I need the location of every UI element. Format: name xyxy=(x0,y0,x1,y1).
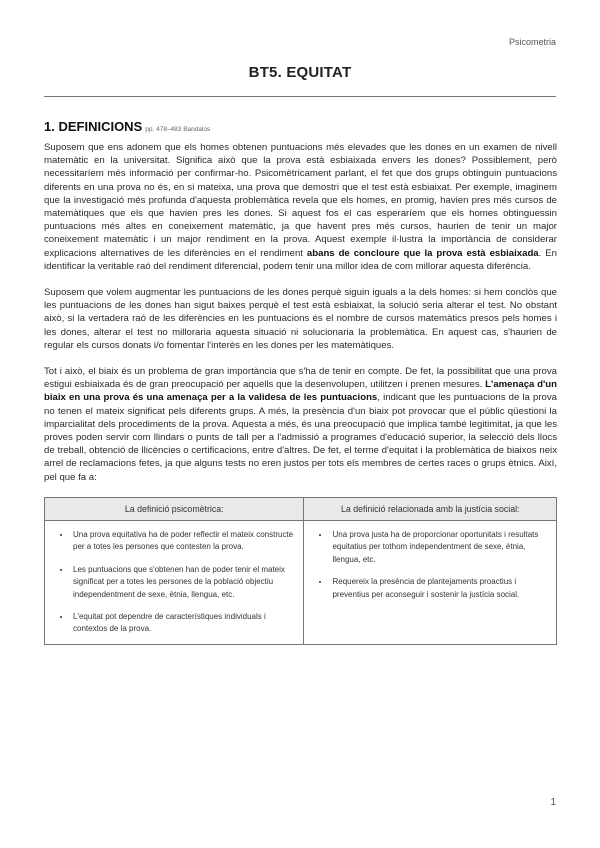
page-number: 1 xyxy=(550,797,556,808)
table-header-social-justice: La definició relacionada amb la justícia social: xyxy=(304,497,557,520)
list-item: • Una prova equitativa ha de poder reflectir el mateix constructe per a totes les persones que contesten la prova. xyxy=(71,529,293,554)
paragraph-1-text-b: . En identificar la veritable raó del rendiment diferencial, podem tenir una millor idea de com millorar aquesta diferència. xyxy=(44,247,557,272)
paragraph-3 xyxy=(44,365,557,484)
table-header-row xyxy=(45,497,557,520)
definitions-table xyxy=(44,497,557,645)
list-item: • L'equitat pot dependre de característiques individuals i contextos de la prova. xyxy=(71,611,293,636)
paragraph-2: Suposem que volem augmentar les puntuacions de les dones perquè siguin iguals a la dels homes: si hem conclòs que les puntuacions de les dones han sigut baixes perquè el test està esbiaixat, la solució seria alterar el test. No obstant això, si la vertadera raó de les diferències en les puntuacions és el nombre de cursos matemàtics presos pels homes i les dones, alterar el test no milloraria aquesta situació ni solucionaria la problemàtica. En aquest cas, s'haurien de regular els cursos donats i/o fomentar l'interès en les dones per les matemàtiques. xyxy=(44,287,557,351)
paragraph-1 xyxy=(44,141,557,273)
table-header-psychometric: La definició psicomètrica: xyxy=(45,497,304,520)
paragraph-1-text-a: Suposem que ens adonem que els homes obtenen puntuacions més elevades que les dones en un examen de nivell matemàtic en la universitat. Significa això que la prova està esbiaixada envers les dones? Possiblement, però necessitaríem més informació per confirmar-ho. Psicomètricament parlant, el fet que dos grups obtinguin puntuacions diferents en una prova no és, en si mateixa, una prova que demostri que el test està esbiaixat. Per exemple, imaginem que la investigació més profunda d'aquesta problemàtica revela que els homes, en promig, havien pres més cursos de matemàtiques que els que havien pres les dones. Si aquest fos el cas esperaríem que els homes obtinguessin puntuacions més altes en coneixement matemàtic, ja que havent pres més cursos, haurien de tenir un major coneixement matemàtic i un major rendiment en la prova. Aquest exemple il·lustra la importància de considerar explicacions alternatives de les diferències en el rendiment xyxy=(44,142,557,259)
social-justice-cell xyxy=(304,520,557,644)
paragraph-1-bold: abans de concloure que la prova està esbiaixada xyxy=(306,247,539,259)
section-reference: pp. 478–483 Bandalos xyxy=(145,126,211,133)
paragraph-3-text-b: , indicant que les puntuacions de la prova no tenen el mateix significat pels diferents grups. A més, la presència d'un biaix pot provocar que el públic qüestioni la imparcialitat dels procediments de la prova. Aquesta a més, és una preocupació que implica també legitimitat, ja que les proves poden servir com llindars o punts de tall per a l'admissió a programes d'educació superior, la selecció dels llocs de treball, obtenció de llicències o certificacions, entre d'altres. De fet, el terme d'equitat i la problemàtica de biaixos neix arrel de reclamacions fetes, ja que alguns tests no eren justos per tots els membres de certes races o grups ètnics. Així, pel que fa a: xyxy=(44,392,557,483)
paragraph-3-text-a: Tot i això, el biaix és un problema de gran importància que s'ha de tenir en compte. De fet, la possibilitat que una prova estigui esbiaixada és de gran preocupació per aquells que la desenvolupen, utilitzen i prenen mesures. xyxy=(44,366,557,391)
list-item: • Requereix la presència de plantejaments proactius i preventius per aconseguir i sostenir la justícia social. xyxy=(330,576,546,601)
psychometric-cell xyxy=(45,520,304,644)
title-divider xyxy=(44,96,556,97)
page-title: BT5. EQUITAT xyxy=(248,64,352,81)
paragraph-3-bold: L'amenaça d'un biaix en una prova és una amenaça per a la validesa de les puntuacions xyxy=(44,379,557,404)
social-justice-list xyxy=(316,529,546,601)
psychometric-list xyxy=(57,529,293,636)
section-heading xyxy=(44,119,557,138)
running-header: Psicometria xyxy=(508,37,556,47)
list-item: • Les puntuacions que s'obtenen han de poder tenir el mateix significat per a totes les persones de la població objectiu independentment de sexe, ètnia, llengua, etc. xyxy=(71,564,293,601)
section-title: 1. DEFINICIONS xyxy=(44,119,143,134)
table-row xyxy=(45,520,557,644)
list-item: • Una prova justa ha de proporcionar oportunitats i resultats equitatius per tothom independentment de sexe, ètnia, llengua, etc. xyxy=(330,529,546,566)
page-content xyxy=(44,119,557,645)
